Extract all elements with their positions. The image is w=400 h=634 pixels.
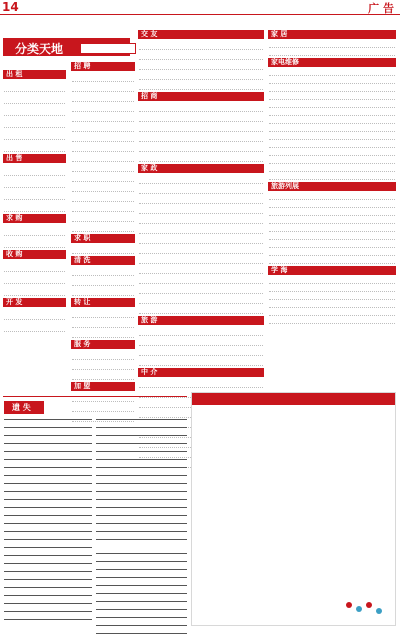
text-line (96, 464, 187, 471)
text-line (96, 566, 187, 573)
classified-ad (269, 173, 395, 180)
classified-ad (139, 153, 263, 162)
text-line (96, 536, 187, 543)
classified-ad (269, 165, 395, 172)
classified-ad (139, 103, 263, 112)
classified-ad (4, 237, 65, 248)
section-title-jiaju: 家 居 (268, 30, 396, 39)
classified-ad (269, 77, 395, 84)
classified-ad (72, 223, 134, 232)
text-line (96, 582, 187, 589)
classified-ad (269, 285, 395, 292)
classified-ad (72, 329, 134, 338)
classified-ad (72, 287, 134, 296)
classified-ad (269, 69, 395, 76)
classified-ad (269, 85, 395, 92)
classified-ad (269, 249, 395, 256)
classified-ad (72, 361, 134, 370)
classified-ad (4, 201, 65, 212)
section-title-jinyou: 旅 游 (138, 316, 264, 325)
classified-ad (139, 71, 263, 80)
classified-ad (269, 149, 395, 156)
text-line (4, 464, 92, 471)
classified-ad (269, 193, 395, 200)
section-title-jiadian: 家电维修 (268, 58, 396, 67)
classified-ad (72, 351, 134, 360)
classified-ad (269, 309, 395, 316)
text-line (96, 528, 187, 535)
text-line (4, 576, 92, 583)
lost-notices-2 (96, 416, 187, 546)
classified-ad (72, 103, 134, 112)
classified-ad (139, 305, 263, 314)
notices-rule (3, 396, 187, 397)
classified-ad (269, 257, 395, 264)
classified-ad (269, 109, 395, 116)
section-title-qingjie: 清 洗 (71, 256, 135, 265)
section-title-shougou: 收 购 (3, 250, 66, 259)
classified-ad (269, 217, 395, 224)
text-line (4, 496, 92, 503)
classified-ad (72, 153, 134, 162)
section-title-zhongjie: 中 介 (138, 368, 264, 377)
classified-ad (72, 245, 134, 254)
section-title-fuwu: 服 务 (71, 340, 135, 349)
text-line (96, 424, 187, 431)
classified-ad (139, 51, 263, 60)
classified-ad (72, 163, 134, 172)
text-line (4, 416, 92, 423)
poster-top-band (192, 393, 395, 405)
classified-ad (139, 327, 263, 336)
bottom-text-block (96, 550, 187, 628)
classified-ad (139, 81, 263, 90)
classified-ad (72, 277, 134, 286)
classified-ad (139, 61, 263, 70)
classified-ad (139, 255, 263, 264)
classified-ad (72, 133, 134, 142)
classified-ad (4, 141, 65, 152)
text-line (96, 432, 187, 439)
text-line (4, 568, 92, 575)
section-title-jiaoyou: 交 友 (138, 30, 264, 39)
text-line (96, 440, 187, 447)
right-column-1 (138, 28, 264, 388)
section-title-kaifa: 开 发 (3, 298, 66, 307)
text-line (4, 584, 92, 591)
text-line (4, 456, 92, 463)
text-line (96, 598, 187, 605)
classified-ad (269, 317, 395, 324)
classified-ad (72, 193, 134, 202)
classified-ad (139, 185, 263, 194)
classified-ad (4, 117, 65, 128)
section-title-zhaopin: 招 聘 (71, 62, 135, 71)
classified-ad (269, 49, 395, 56)
text-line (4, 552, 92, 559)
classified-ad (72, 83, 134, 92)
section-title: 广 告 (368, 2, 394, 15)
notices-title: 遗 失 (12, 403, 31, 412)
classified-ad (139, 265, 263, 274)
classified-ad (139, 379, 263, 388)
section-title-chushou: 出 租 (3, 70, 66, 79)
classified-ad (4, 285, 65, 296)
section-title-xuehai: 学 海 (268, 266, 396, 275)
classified-ad (269, 201, 395, 208)
text-line (96, 550, 187, 557)
classified-ad (4, 261, 65, 272)
classified-ad (269, 209, 395, 216)
classified-ad (139, 41, 263, 50)
classified-ad (4, 225, 65, 236)
classified-ad (139, 275, 263, 284)
section-title-jiazheng: 家 政 (138, 164, 264, 173)
section-title-jiameng: 加 盟 (71, 382, 135, 391)
classified-ad (269, 125, 395, 132)
banner-title: 分类天地 (15, 42, 64, 56)
classified-ad (4, 129, 65, 140)
section-title-zhaoshang: 招 商 (138, 92, 264, 101)
classified-ad (4, 81, 65, 92)
classified-ad (72, 203, 134, 212)
text-line (4, 528, 92, 535)
poster-decoration-icon (343, 599, 389, 619)
classified-ad (72, 371, 134, 380)
classified-ad (4, 273, 65, 284)
classified-ad (72, 93, 134, 102)
left-column (3, 68, 66, 388)
text-line (4, 520, 92, 527)
classified-ad (139, 357, 263, 366)
text-line (96, 480, 187, 487)
text-line (96, 504, 187, 511)
section-title-chushou2: 出 售 (3, 154, 66, 163)
text-line (4, 472, 92, 479)
classified-ad (269, 277, 395, 284)
text-line (96, 472, 187, 479)
classified-ad (269, 117, 395, 124)
classified-ad (139, 337, 263, 346)
text-line (96, 520, 187, 527)
classified-ad (139, 235, 263, 244)
text-line (4, 432, 92, 439)
classified-ad (139, 225, 263, 234)
classified-ad (4, 93, 65, 104)
classified-ad (4, 309, 65, 320)
classified-ad (72, 213, 134, 222)
public-service-poster (191, 392, 396, 626)
classified-ad (72, 73, 134, 82)
classified-ad (269, 141, 395, 148)
text-line (96, 512, 187, 519)
text-line (96, 606, 187, 613)
text-line (4, 592, 92, 599)
classified-ad (4, 321, 65, 332)
classified-ad (72, 123, 134, 132)
classified-ad (72, 267, 134, 276)
classified-ad (269, 233, 395, 240)
text-line (96, 630, 187, 634)
classified-ad (139, 295, 263, 304)
classified-ad (72, 183, 134, 192)
classified-ad (269, 101, 395, 108)
classified-ad (72, 113, 134, 122)
lost-notices (4, 416, 92, 628)
text-line (96, 614, 187, 621)
middle-column (71, 60, 135, 390)
text-line (4, 608, 92, 615)
text-line (4, 512, 92, 519)
page-header (0, 0, 400, 15)
section-title-zhuanrang: 转 让 (71, 298, 135, 307)
classified-ad (4, 105, 65, 116)
text-line (96, 558, 187, 565)
classified-ad (139, 215, 263, 224)
text-line (4, 440, 92, 447)
classified-ad (139, 245, 263, 254)
text-line (96, 448, 187, 455)
hotline-box (80, 43, 136, 54)
classified-ad (269, 225, 395, 232)
text-line (4, 600, 92, 607)
text-line (96, 574, 187, 581)
classified-ad (269, 41, 395, 48)
classified-ad (139, 285, 263, 294)
classified-ad (139, 195, 263, 204)
classified-ad (72, 309, 134, 318)
right-column-2 (268, 28, 396, 388)
classified-ad (269, 241, 395, 248)
text-line (96, 496, 187, 503)
classified-ad (139, 123, 263, 132)
text-line (4, 488, 92, 495)
classified-ad (269, 157, 395, 164)
classified-ad (269, 293, 395, 300)
text-line (96, 590, 187, 597)
text-line (4, 448, 92, 455)
classified-ad (72, 393, 134, 402)
text-line (4, 480, 92, 487)
notices-title-box (4, 401, 44, 414)
classified-ad (139, 143, 263, 152)
classified-ad (139, 133, 263, 142)
classified-ad (269, 301, 395, 308)
section-title-lvyou: 旅游列展 (268, 182, 396, 191)
classified-ad (4, 165, 65, 176)
section-title-qiuzhi: 求 职 (71, 234, 135, 243)
classified-ad (4, 189, 65, 200)
text-line (96, 622, 187, 629)
section-title-qiugou: 求 购 (3, 214, 66, 223)
text-line (96, 488, 187, 495)
classified-ad (139, 113, 263, 122)
classified-ad (269, 93, 395, 100)
text-line (4, 536, 92, 543)
text-line (4, 544, 92, 551)
text-line (96, 416, 187, 423)
classified-ad (269, 133, 395, 140)
classified-ad (4, 177, 65, 188)
classified-ad (72, 403, 134, 412)
text-line (4, 424, 92, 431)
text-line (4, 504, 92, 511)
classified-ad (139, 347, 263, 356)
classified-ad (72, 319, 134, 328)
classified-ad (72, 173, 134, 182)
text-line (4, 560, 92, 567)
classified-ad (139, 205, 263, 214)
text-line (4, 616, 92, 623)
text-line (96, 456, 187, 463)
classified-ad (72, 143, 134, 152)
page-number: 14 (2, 0, 19, 14)
classified-ad (139, 175, 263, 184)
